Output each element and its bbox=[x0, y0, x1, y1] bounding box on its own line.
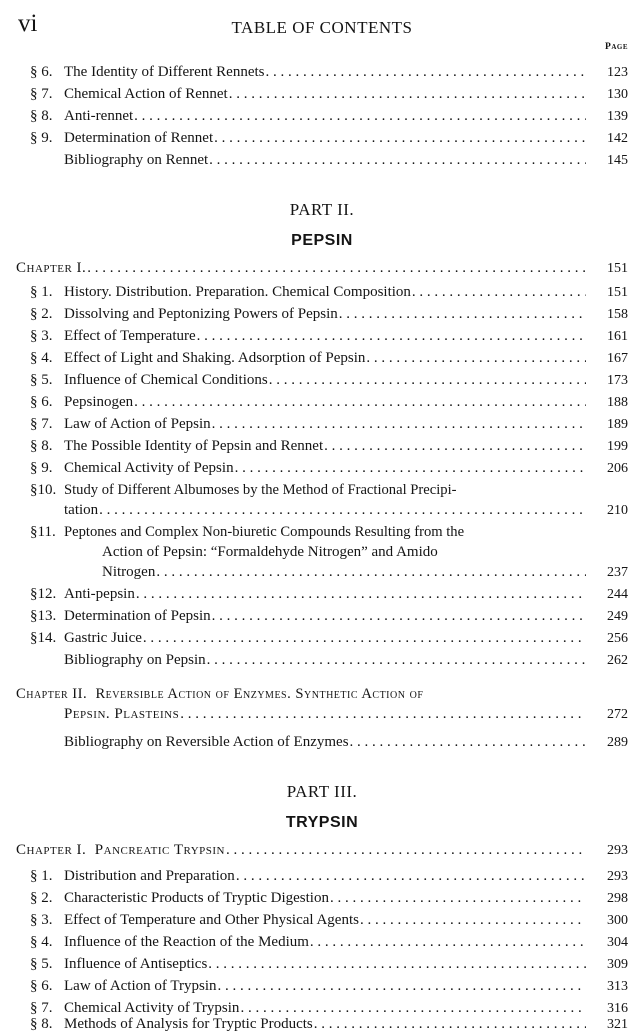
toc-entry bbox=[22, 888, 628, 910]
section-number: §10. bbox=[30, 482, 57, 498]
toc-entry bbox=[22, 1014, 628, 1036]
section-number: § 7. bbox=[30, 1000, 53, 1016]
page-number: 139 bbox=[607, 109, 628, 124]
section-number: § 7. bbox=[30, 416, 53, 432]
page-number: 272 bbox=[607, 707, 628, 722]
page-number: 321 bbox=[607, 1017, 628, 1032]
page-folio: vi bbox=[18, 10, 38, 37]
page-number: 293 bbox=[607, 843, 628, 858]
toc-entry bbox=[22, 150, 628, 172]
chapter-entry bbox=[16, 258, 628, 280]
entry-title-line: Nitrogen bbox=[102, 564, 156, 580]
toc-entry bbox=[22, 414, 628, 436]
entry-title: Chemical Action of Rennet bbox=[64, 86, 228, 102]
page-number: 158 bbox=[607, 307, 628, 322]
dot-leader bbox=[360, 910, 586, 930]
section-number: § 6. bbox=[30, 394, 53, 410]
entry-title: The Identity of Different Rennets bbox=[64, 64, 265, 80]
page-number: 289 bbox=[607, 735, 628, 750]
section-number: § 6. bbox=[30, 64, 53, 80]
dot-leader bbox=[156, 562, 586, 582]
dot-leader bbox=[136, 584, 586, 604]
toc-entry bbox=[22, 650, 628, 672]
dot-leader bbox=[330, 888, 586, 908]
entry-continuation bbox=[102, 562, 628, 584]
dot-leader bbox=[207, 650, 586, 670]
section-number: § 7. bbox=[30, 86, 53, 102]
page-number: 206 bbox=[607, 461, 628, 476]
dot-leader bbox=[339, 304, 586, 324]
entry-title: Effect of Temperature and Other Physical Agents bbox=[64, 912, 359, 928]
toc-entry bbox=[22, 910, 628, 932]
toc-entry bbox=[22, 392, 628, 414]
entry-title: Influence of Antiseptics bbox=[64, 956, 208, 972]
entry-title: Influence of the Reaction of the Medium bbox=[64, 934, 309, 950]
dot-leader bbox=[134, 106, 586, 126]
entry-title: Pepsinogen bbox=[64, 394, 134, 410]
chapter-label: Chapter I. bbox=[16, 842, 87, 858]
section-number: § 3. bbox=[30, 328, 53, 344]
entry-title: Bibliography on Reversible Action of Enzymes bbox=[64, 734, 349, 750]
toc-entry bbox=[22, 584, 628, 606]
section-number: § 3. bbox=[30, 912, 53, 928]
entry-title: Bibliography on Pepsin bbox=[64, 652, 206, 668]
page-number: 210 bbox=[607, 503, 628, 518]
page-number: 189 bbox=[607, 417, 628, 432]
page-number: 313 bbox=[607, 979, 628, 994]
section-number: §11. bbox=[30, 524, 56, 540]
entry-title: Anti-rennet bbox=[64, 108, 134, 124]
entry-title-line: tation bbox=[64, 502, 99, 518]
entry-title: Distribution and Preparation bbox=[64, 868, 235, 884]
page-number: 256 bbox=[607, 631, 628, 646]
dot-leader bbox=[226, 840, 586, 860]
toc-entry bbox=[22, 106, 628, 128]
page-number: 300 bbox=[607, 913, 628, 928]
page-number: 244 bbox=[607, 587, 628, 602]
section-number: § 4. bbox=[30, 934, 53, 950]
page-number: 151 bbox=[607, 285, 628, 300]
dot-leader bbox=[208, 954, 586, 974]
section-number: § 2. bbox=[30, 890, 53, 906]
dot-leader bbox=[366, 348, 586, 368]
chapter-label: Chapter I. bbox=[16, 260, 87, 276]
chapter-title-line: Reversible Action of Enzymes. Synthetic Action of bbox=[95, 686, 424, 702]
section-number: § 2. bbox=[30, 306, 53, 322]
entry-title: Chemical Activity of Pepsin bbox=[64, 460, 234, 476]
entry-title: Determination of Rennet bbox=[64, 130, 214, 146]
entry-continuation bbox=[64, 704, 628, 726]
toc-entry bbox=[22, 128, 628, 150]
dot-leader bbox=[212, 606, 586, 626]
section-number: § 8. bbox=[30, 438, 53, 454]
toc-entry bbox=[22, 84, 628, 106]
toc-entry bbox=[22, 370, 628, 392]
dot-leader bbox=[310, 932, 586, 952]
section-number: § 8. bbox=[30, 108, 53, 124]
dot-leader bbox=[209, 150, 586, 170]
dot-leader bbox=[197, 326, 586, 346]
entry-title: Effect of Temperature bbox=[64, 328, 196, 344]
entry-title-line: Study of Different Albumoses by the Method of Fractional Precipi- bbox=[64, 482, 457, 498]
section-number: § 5. bbox=[30, 956, 53, 972]
page-column-label: Page bbox=[605, 42, 628, 52]
page-number: 316 bbox=[607, 1001, 628, 1016]
section-number: § 1. bbox=[30, 284, 53, 300]
dot-leader bbox=[324, 436, 586, 456]
toc-entry bbox=[22, 458, 628, 480]
toc-entry bbox=[22, 976, 628, 998]
page-number: 262 bbox=[607, 653, 628, 668]
page-number: 151 bbox=[607, 261, 628, 276]
chapter-title: Pancreatic Trypsin bbox=[94, 842, 226, 858]
entry-title-line: Peptones and Complex Non-biuretic Compounds Resulting from the bbox=[64, 524, 465, 540]
toc-entry bbox=[22, 348, 628, 370]
entry-title: The Possible Identity of Pepsin and Rennet bbox=[64, 438, 324, 454]
part-ii-subheading: PEPSIN bbox=[291, 232, 353, 249]
entry-title: Law of Action of Pepsin bbox=[64, 416, 211, 432]
dot-leader bbox=[266, 62, 587, 82]
page-number: 142 bbox=[607, 131, 628, 146]
page-number: 237 bbox=[607, 565, 628, 580]
toc-entry bbox=[22, 866, 628, 888]
part-ii-heading: PART II. bbox=[289, 200, 355, 219]
section-number: §13. bbox=[30, 608, 57, 624]
toc-entry bbox=[22, 628, 628, 650]
page-number: 167 bbox=[607, 351, 628, 366]
chapter-label: Chapter II. bbox=[16, 686, 88, 702]
section-number: §12. bbox=[30, 586, 57, 602]
entry-title: Anti-pepsin bbox=[64, 586, 135, 602]
dot-leader bbox=[236, 866, 586, 886]
part-iii-subheading: TRYPSIN bbox=[285, 814, 359, 831]
entry-title: Dissolving and Peptonizing Powers of Pepsin bbox=[64, 306, 338, 322]
toc-entry bbox=[22, 326, 628, 348]
section-number: § 1. bbox=[30, 868, 53, 884]
entry-title: Determination of Pepsin bbox=[64, 608, 211, 624]
entry-title: Characteristic Products of Tryptic Digestion bbox=[64, 890, 329, 906]
dot-leader bbox=[214, 128, 586, 148]
entry-continuation bbox=[64, 500, 628, 522]
page-number: 123 bbox=[607, 65, 628, 80]
section-number: §14. bbox=[30, 630, 57, 646]
entry-title: Influence of Chemical Conditions bbox=[64, 372, 268, 388]
toc-entry bbox=[22, 606, 628, 628]
dot-leader bbox=[412, 282, 586, 302]
page-number: 309 bbox=[607, 957, 628, 972]
page-number: 298 bbox=[607, 891, 628, 906]
dot-leader bbox=[218, 976, 586, 996]
dot-leader bbox=[314, 1014, 586, 1034]
page-number: 249 bbox=[607, 609, 628, 624]
dot-leader bbox=[87, 258, 586, 278]
page-header bbox=[0, 8, 644, 40]
dot-leader bbox=[99, 500, 586, 520]
toc-entry bbox=[22, 954, 628, 976]
page-number: 161 bbox=[607, 329, 628, 344]
chapter-title-line: Pepsin. Plasteins bbox=[64, 706, 180, 722]
page-number: 130 bbox=[607, 87, 628, 102]
part-iii-heading: PART III. bbox=[286, 782, 358, 801]
section-number: § 4. bbox=[30, 350, 53, 366]
toc-entry bbox=[22, 304, 628, 326]
chapter-entry bbox=[16, 840, 628, 862]
toc-entry bbox=[22, 62, 628, 84]
page-number: 293 bbox=[607, 869, 628, 884]
page-number: 199 bbox=[607, 439, 628, 454]
dot-leader bbox=[229, 84, 586, 104]
page-number: 304 bbox=[607, 935, 628, 950]
dot-leader bbox=[235, 458, 586, 478]
dot-leader bbox=[350, 732, 586, 752]
entry-title-line: Action of Pepsin: “Formaldehyde Nitrogen” and Amido bbox=[102, 544, 438, 560]
entry-title: Gastric Juice bbox=[64, 630, 142, 646]
entry-title: Law of Action of Trypsin bbox=[64, 978, 217, 994]
entry-title: Methods of Analysis for Tryptic Products bbox=[64, 1016, 313, 1032]
entry-title: Chemical Activity of Trypsin bbox=[64, 1000, 240, 1016]
page-number: 173 bbox=[607, 373, 628, 388]
toc-entry bbox=[22, 932, 628, 954]
toc-entry bbox=[64, 732, 628, 754]
section-number: § 8. bbox=[30, 1016, 53, 1032]
dot-leader bbox=[143, 628, 586, 648]
section-number: § 5. bbox=[30, 372, 53, 388]
section-number: § 9. bbox=[30, 130, 53, 146]
running-title: TABLE OF CONTENTS bbox=[231, 18, 413, 37]
entry-title: Effect of Light and Shaking. Adsorption of Pepsin bbox=[64, 350, 366, 366]
section-number: § 9. bbox=[30, 460, 53, 476]
page-number: 145 bbox=[607, 153, 628, 168]
toc-entry bbox=[22, 282, 628, 304]
section-number: § 6. bbox=[30, 978, 53, 994]
dot-leader bbox=[269, 370, 586, 390]
toc-entry bbox=[22, 436, 628, 458]
dot-leader bbox=[134, 392, 586, 412]
dot-leader bbox=[180, 704, 586, 724]
entry-title: History. Distribution. Preparation. Chemical Composition bbox=[64, 284, 411, 300]
page-number: 188 bbox=[607, 395, 628, 410]
entry-title: Bibliography on Rennet bbox=[64, 152, 209, 168]
dot-leader bbox=[212, 414, 586, 434]
